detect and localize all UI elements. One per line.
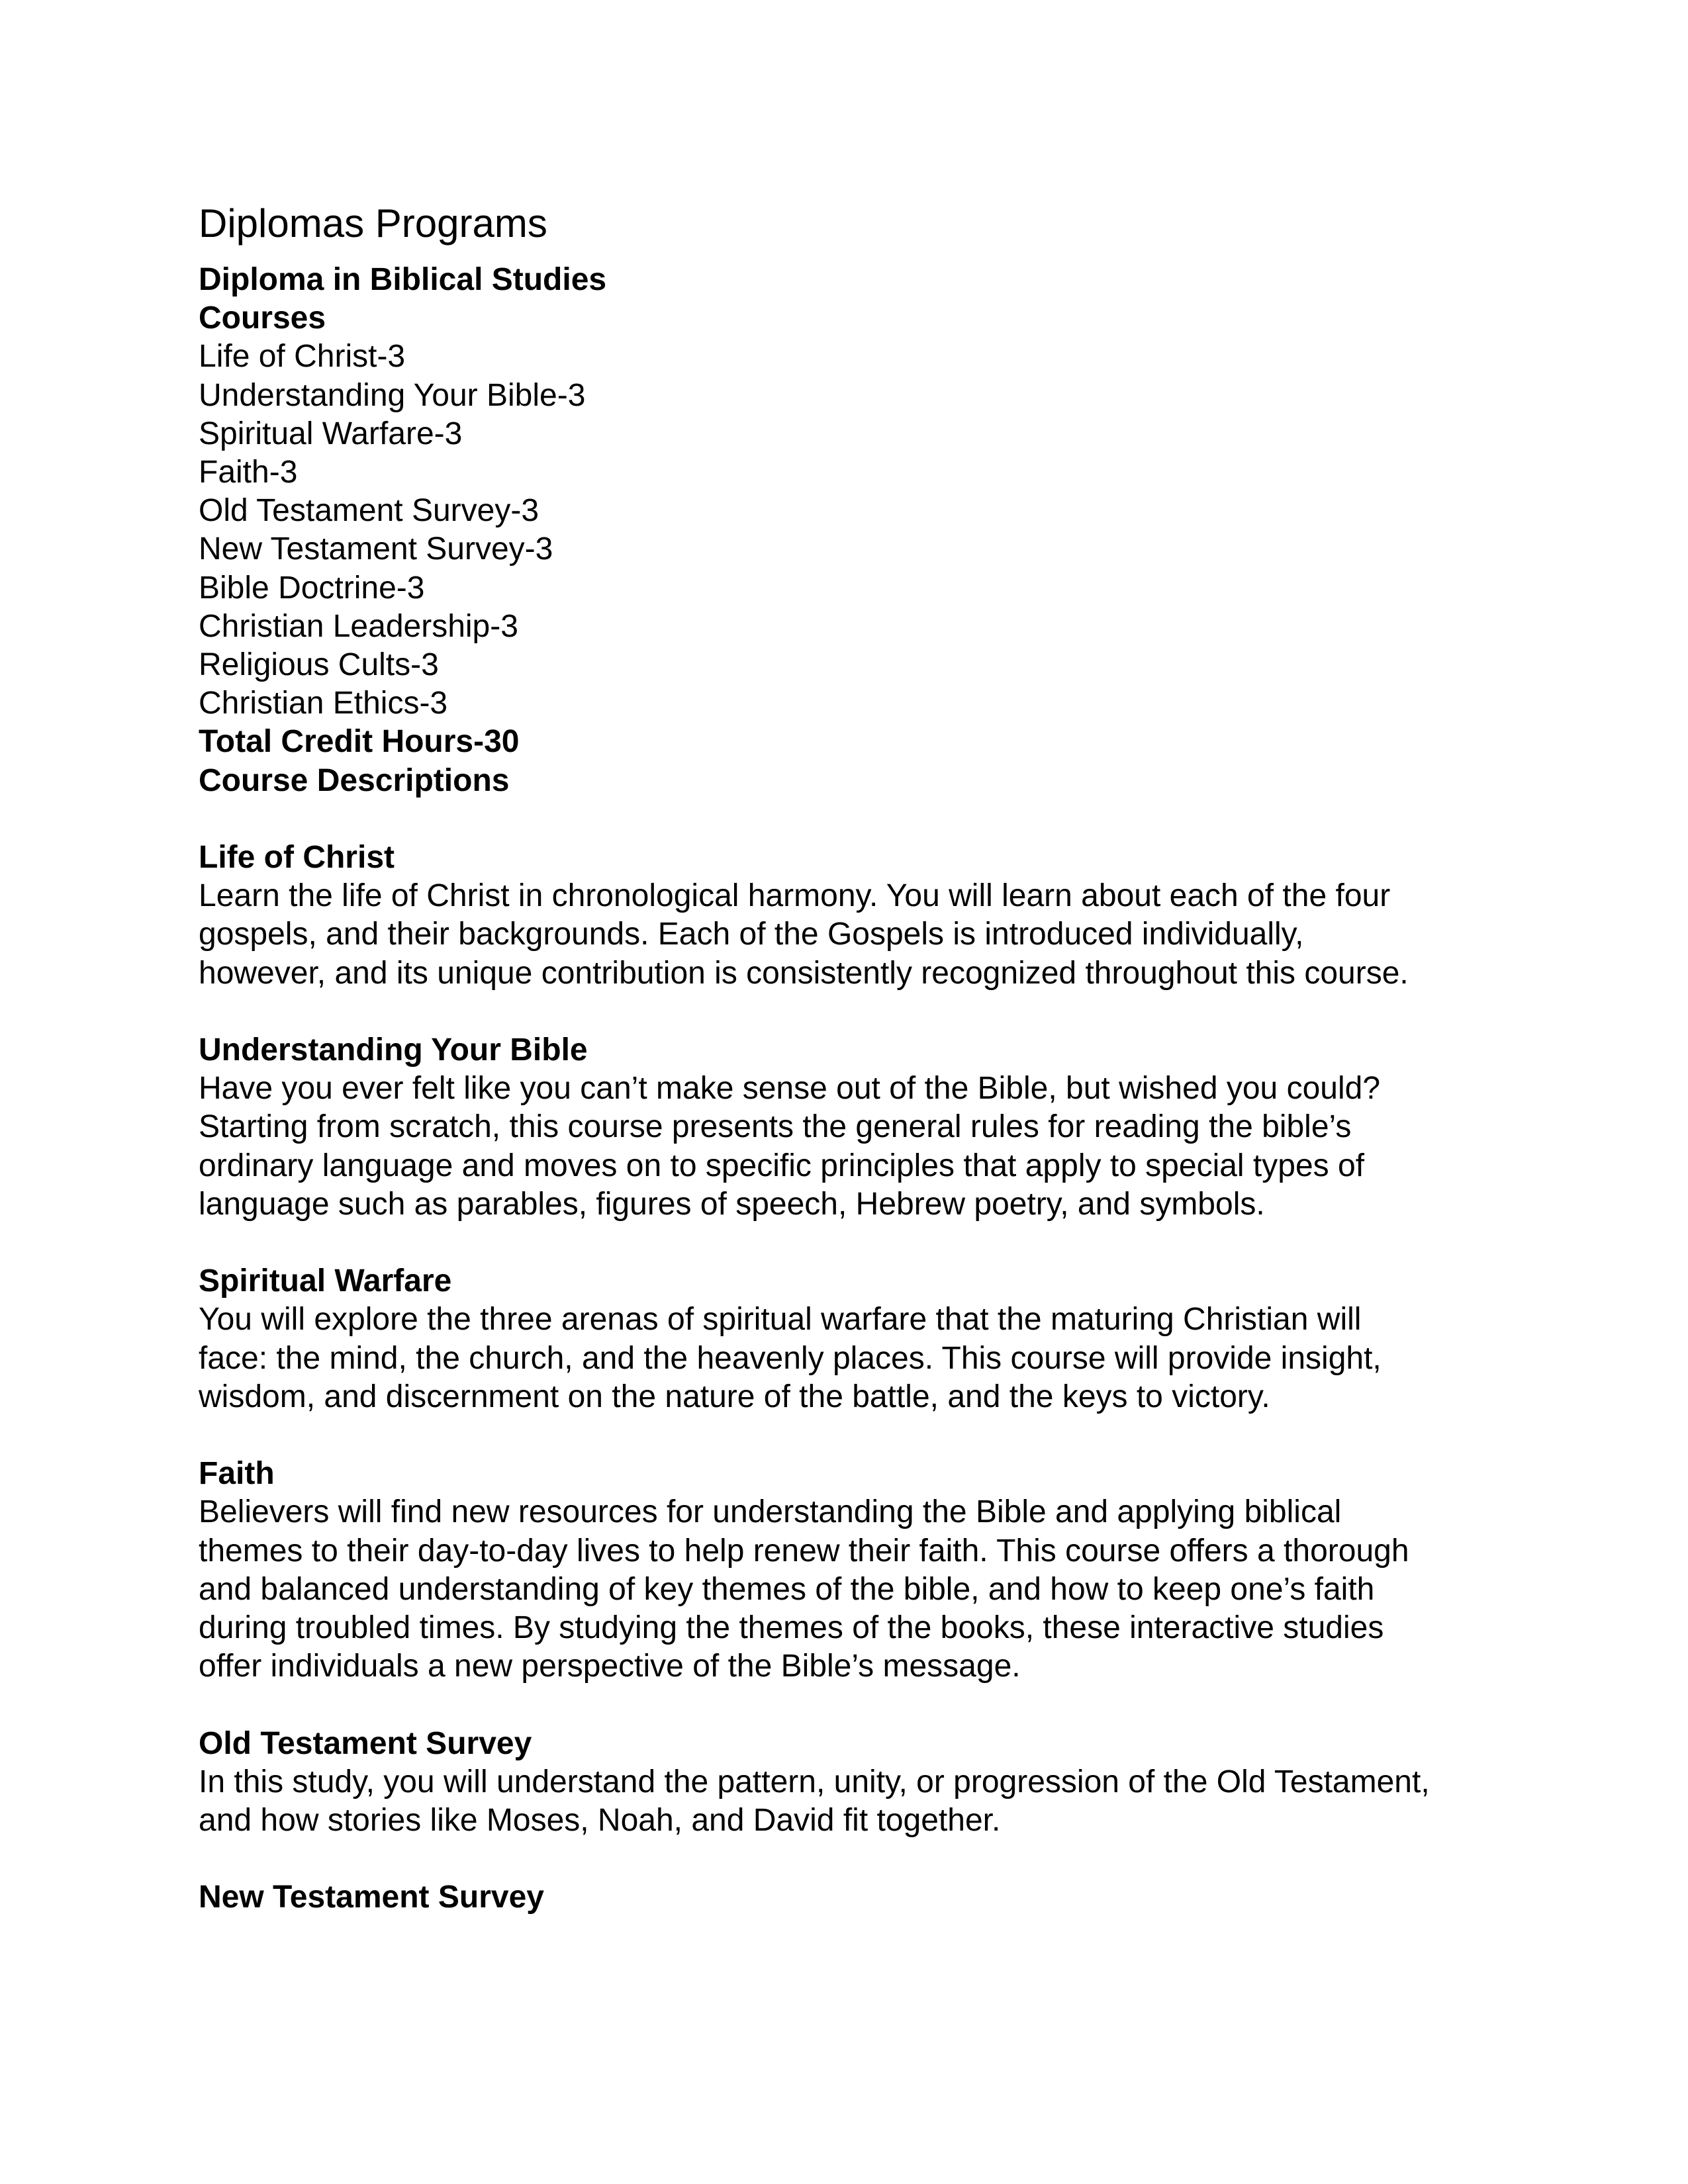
total-credit-hours: Total Credit Hours-30 [199, 724, 520, 760]
course-item: Religious Cults-3 [199, 647, 439, 683]
course-description-line: In this study, you will understand the pattern, unity, or progression of the Old Testament, [199, 1764, 1430, 1799]
course-description-line: during troubled times. By studying the themes of the books, these interactive studies [199, 1610, 1384, 1646]
descriptions-heading: Course Descriptions [199, 762, 510, 798]
courses-heading: Courses [199, 300, 326, 336]
page-title: Diplomas Programs [199, 201, 547, 246]
course-description-title: New Testament Survey [199, 1880, 544, 1915]
course-description-line: Believers will find new resources for understanding the Bible and applying biblical [199, 1494, 1342, 1530]
course-item: Old Testament Survey-3 [199, 493, 539, 529]
course-description-line: Starting from scratch, this course presents the general rules for reading the bible’s [199, 1109, 1352, 1145]
course-item: Bible Doctrine-3 [199, 570, 425, 606]
course-description-line: and balanced understanding of key themes of the bible, and how to keep one’s faith [199, 1571, 1375, 1607]
course-description-line: ordinary language and moves on to specific principles that apply to special types of [199, 1148, 1365, 1183]
course-description-title: Life of Christ [199, 840, 395, 876]
course-description [199, 1878, 1496, 1917]
course-list [199, 338, 1496, 723]
course-description [199, 1262, 1496, 1416]
course-item: Christian Ethics-3 [199, 686, 448, 721]
course-description-title: Spiritual Warfare [199, 1263, 452, 1299]
course-description-title: Faith [199, 1456, 275, 1492]
course-item: Christian Leadership-3 [199, 608, 518, 644]
course-description-line: however, and its unique contribution is consistently recognized throughout this course. [199, 955, 1409, 991]
program-title: Diploma in Biblical Studies [199, 262, 607, 297]
course-description-line: offer individuals a new perspective of the Bible’s message. [199, 1649, 1021, 1684]
course-description-line: Learn the life of Christ in chronological harmony. You will learn about each of the four [199, 878, 1391, 914]
course-description-title: Understanding Your Bible [199, 1032, 588, 1068]
course-description-line: Have you ever felt like you can’t make sense out of the Bible, but wished you could? [199, 1071, 1381, 1107]
course-description-line: face: the mind, the church, and the heavenly places. This course will provide insight, [199, 1340, 1382, 1376]
course-item: Life of Christ-3 [199, 339, 406, 375]
course-description-line: language such as parables, figures of speech, Hebrew poetry, and symbols. [199, 1186, 1265, 1222]
course-item: New Testament Survey-3 [199, 531, 553, 567]
course-description-line: and how stories like Moses, Noah, and David fit together. [199, 1803, 1001, 1839]
course-description-line: wisdom, and discernment on the nature of the battle, and the keys to victory. [199, 1379, 1270, 1414]
course-item: Faith-3 [199, 455, 298, 490]
course-description [199, 1725, 1496, 1841]
course-description-line: You will explore the three arenas of spiritual warfare that the maturing Christian will [199, 1302, 1362, 1338]
course-description [199, 1031, 1496, 1224]
course-description [199, 839, 1496, 993]
course-item: Understanding Your Bible-3 [199, 377, 586, 413]
course-description-line: gospels, and their backgrounds. Each of the Gospels is introduced individually, [199, 917, 1304, 952]
course-item: Spiritual Warfare-3 [199, 416, 463, 451]
document-body [199, 261, 1496, 1917]
course-description [199, 1455, 1496, 1686]
course-description-title: Old Testament Survey [199, 1725, 532, 1761]
course-description-line: themes to their day-to-day lives to help renew their faith. This course offers a thorough [199, 1533, 1409, 1569]
